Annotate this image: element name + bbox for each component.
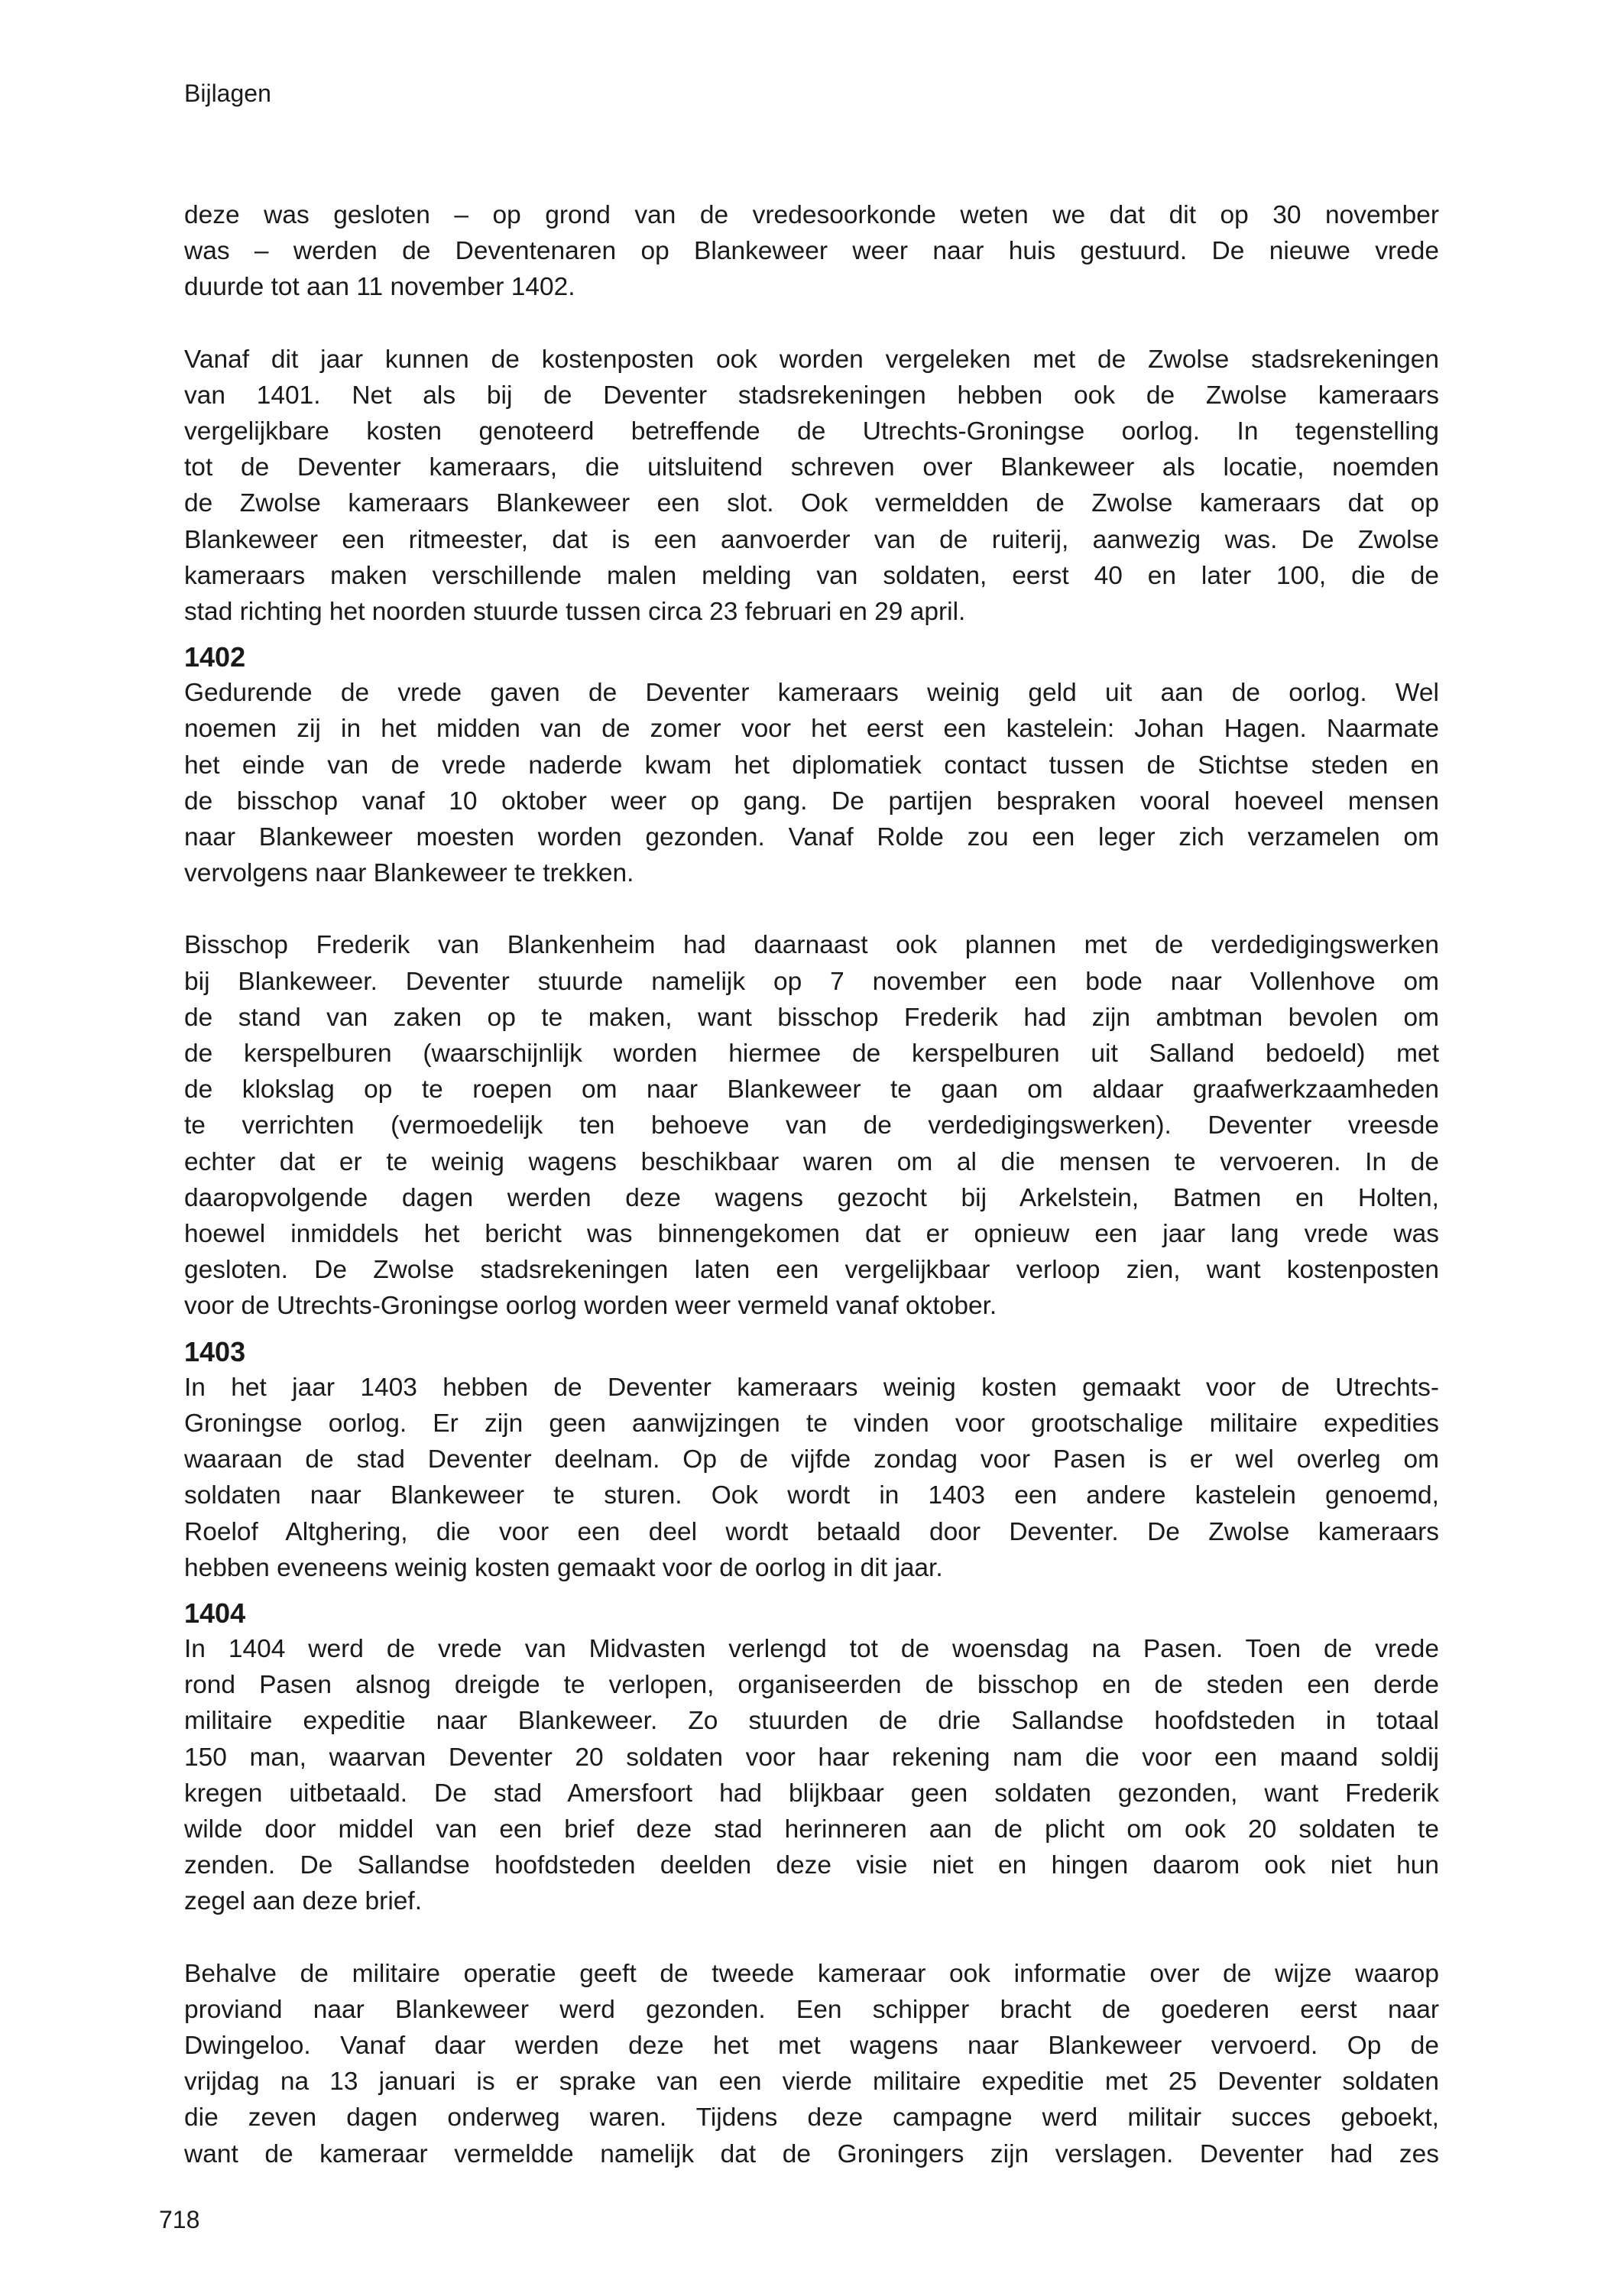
text-line: de Zwolse kameraars Blankeweer een slot. Ook vermeldden de Zwolse kameraars dat op — [184, 489, 1439, 518]
text-line: want de kameraar vermeldde namelijk dat de Groningers zijn verslagen. Deventer had zes — [184, 2139, 1439, 2168]
text-line: proviand naar Blankeweer werd gezonden. Een schipper bracht de goederen eerst naar — [184, 1995, 1439, 2024]
text-line: rond Pasen alsnog dreigde te verlopen, organiseerden de bisschop en de steden een derde — [184, 1671, 1439, 1700]
paragraph — [184, 1631, 1439, 1920]
text-line: zegel aan deze brief. — [184, 1887, 423, 1916]
text-line: waaraan de stad Deventer deelnam. Op de vijfde zondag voor Pasen is er wel overleg om — [184, 1445, 1439, 1474]
text-line: wilde door middel van een brief deze stad herinneren aan de plicht om ook 20 soldaten te — [184, 1815, 1439, 1844]
running-head: Bijlagen — [184, 79, 271, 107]
text-line: Dwingeloo. Vanaf daar werden deze het met wagens naar Blankeweer vervoerd. Op de — [184, 2031, 1439, 2060]
text-line: Gedurende de vrede gaven de Deventer kameraars weinig geld uit aan de oorlog. Wel — [184, 679, 1439, 708]
text-line: In het jaar 1403 hebben de Deventer kameraars weinig kosten gemaakt voor de Utrechts- — [184, 1373, 1439, 1402]
paragraph — [184, 197, 1439, 306]
text-line: 150 man, waarvan Deventer 20 soldaten voor haar rekening nam die voor een maand soldij — [184, 1743, 1439, 1772]
page-number: 718 — [159, 2206, 200, 2233]
text-line: soldaten naar Blankeweer te sturen. Ook wordt in 1403 een andere kastelein genoemd, — [184, 1481, 1439, 1510]
text-line: naar Blankeweer moesten worden gezonden. Vanaf Rolde zou een leger zich verzamelen om — [184, 823, 1439, 852]
text-line: van 1401. Net als bij de Deventer stadsrekeningen hebben ook de Zwolse kameraars — [184, 381, 1439, 410]
text-line: daaropvolgende dagen werden deze wagens gezocht bij Arkelstein, Batmen en Holten, — [184, 1183, 1439, 1212]
text-line: de bisschop vanaf 10 oktober weer op gang. De partijen bespraken vooral hoeveel mensen — [184, 786, 1439, 816]
text-line: zenden. De Sallandse hoofdsteden deelden deze visie niet en hingen daarom ook niet hun — [184, 1851, 1439, 1880]
text-line: Blankeweer een ritmeester, dat is een aanvoerder van de ruiterij, aanwezig was. De Zwolse — [184, 525, 1439, 554]
paragraph — [184, 1956, 1439, 2172]
paragraph — [184, 1370, 1439, 1586]
text-line: kregen uitbetaald. De stad Amersfoort had blijkbaar geen soldaten gezonden, want Frederik — [184, 1779, 1439, 1808]
section-heading: 1403 — [184, 1335, 246, 1367]
text-line: de stand van zaken op te maken, want bisschop Frederik had zijn ambtman bevolen om — [184, 1003, 1439, 1032]
text-line: vergelijkbare kosten genoteerd betreffende de Utrechts-Groningse oorlog. In tegenstelling — [184, 417, 1439, 446]
page-body — [184, 197, 1439, 2172]
text-line: vervolgens naar Blankeweer te trekken. — [184, 859, 634, 888]
text-line: Bisschop Frederik van Blankenheim had daarnaast ook plannen met de verdedigingswerken — [184, 931, 1439, 960]
text-line: de klokslag op te roepen om naar Blankeweer te gaan om aldaar graafwerkzaamheden — [184, 1075, 1439, 1104]
text-line: duurde tot aan 11 november 1402. — [184, 273, 575, 302]
paragraph — [184, 675, 1439, 891]
text-line: Behalve de militaire operatie geeft de tweede kameraar ook informatie over de wijze waarop — [184, 1959, 1439, 1988]
text-line: bij Blankeweer. Deventer stuurde namelijk op 7 november een bode naar Vollenhove om — [184, 967, 1439, 996]
text-line: vrijdag na 13 januari is er sprake van een vierde militaire expeditie met 25 Deventer soldaten — [184, 2068, 1439, 2097]
text-line: die zeven dagen onderweg waren. Tijdens deze campagne werd militair succes geboekt, — [184, 2103, 1439, 2132]
text-line: Groningse oorlog. Er zijn geen aanwijzingen te vinden voor grootschalige militaire expedities — [184, 1409, 1439, 1438]
section-heading: 1404 — [184, 1597, 246, 1629]
text-line: gesloten. De Zwolse stadsrekeningen laten een vergelijkbaar verloop zien, want kostenposten — [184, 1256, 1439, 1285]
text-line: de kerspelburen (waarschijnlijk worden hiermee de kerspelburen uit Salland bedoeld) met — [184, 1039, 1439, 1069]
text-line: Vanaf dit jaar kunnen de kostenposten ook worden vergeleken met de Zwolse stadsrekeningen — [184, 345, 1439, 374]
text-line: kameraars maken verschillende malen melding van soldaten, eerst 40 en later 100, die de — [184, 561, 1439, 590]
text-line: hebben eveneens weinig kosten gemaakt voor de oorlog in dit jaar. — [184, 1553, 943, 1582]
text-line: het einde van de vrede naderde kwam het diplomatiek contact tussen de Stichtse steden en — [184, 751, 1439, 780]
text-line: tot de Deventer kameraars, die uitsluitend schreven over Blankeweer als locatie, noemden — [184, 453, 1439, 482]
text-line: was – werden de Deventenaren op Blankeweer weer naar huis gestuurd. De nieuwe vrede — [184, 237, 1439, 266]
text-line: In 1404 werd de vrede van Midvasten verlengd tot de woensdag na Pasen. Toen de vrede — [184, 1634, 1439, 1663]
text-line: voor de Utrechts-Groningse oorlog worden weer vermeld vanaf oktober. — [184, 1292, 997, 1321]
text-line: Roelof Altghering, die voor een deel wordt betaald door Deventer. De Zwolse kameraars — [184, 1517, 1439, 1546]
text-line: militaire expeditie naar Blankeweer. Zo stuurden de drie Sallandse hoofdsteden in totaal — [184, 1707, 1439, 1736]
paragraph — [184, 342, 1439, 631]
text-line: deze was gesloten – op grond van de vredesoorkonde weten we dat dit op 30 november — [184, 201, 1439, 229]
text-line: stad richting het noorden stuurde tussen circa 23 februari en 29 april. — [184, 598, 966, 627]
text-line: hoewel inmiddels het bericht was binnengekomen dat er opnieuw een jaar lang vrede was — [184, 1220, 1439, 1249]
text-line: noemen zij in het midden van de zomer voor het eerst een kastelein: Johan Hagen. Naarmate — [184, 715, 1439, 744]
section-heading: 1402 — [184, 641, 246, 673]
paragraph — [184, 927, 1439, 1324]
text-line: echter dat er te weinig wagens beschikbaar waren om al die mensen te vervoeren. In de — [184, 1147, 1439, 1176]
text-line: te verrichten (vermoedelijk ten behoeve van de verdedigingswerken). Deventer vreesde — [184, 1111, 1439, 1140]
